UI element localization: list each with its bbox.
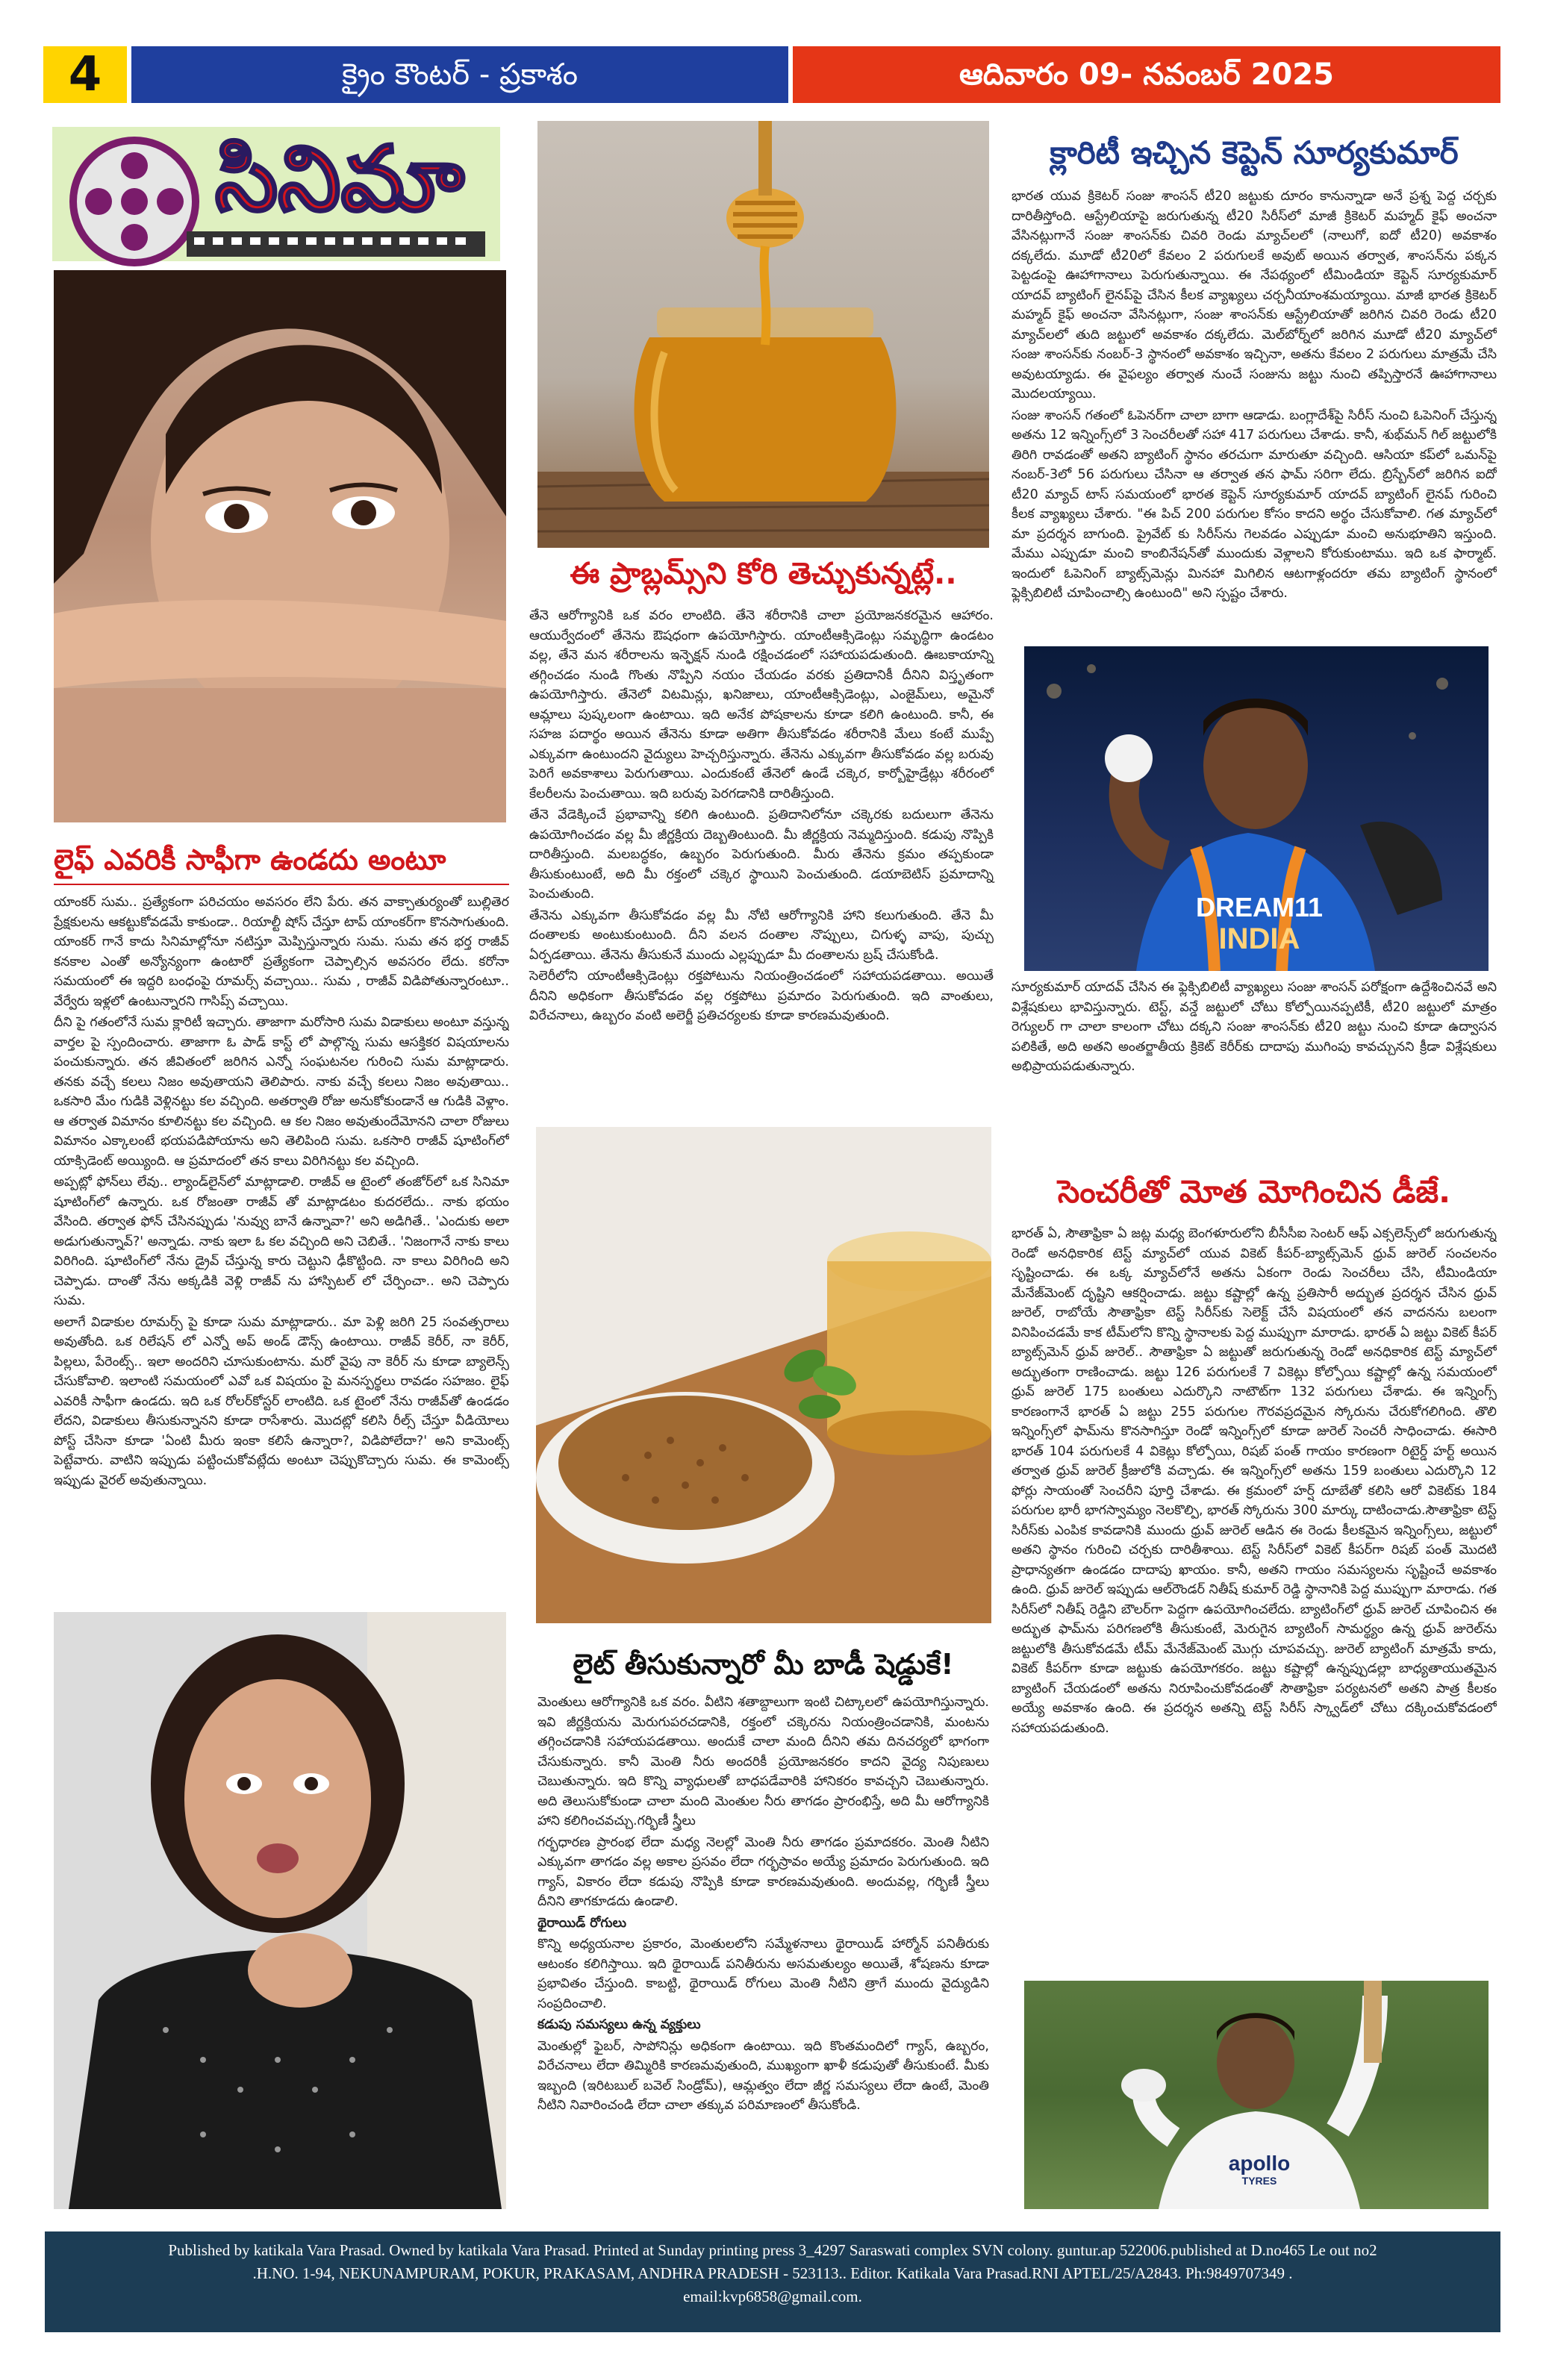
paragraph: అప్పట్లో ఫోన్‌లు లేవు.. ల్యాండ్‌లైన్‌లో మాట్లాడాలి. రాజీవ్ ఆ టైంలో తంజోర్‌లో ఒక సినిమా షూటింగ్‌లో ఉన్నారు. ఒక రోజంతా రాజీవ్ తో మాట్లాడటం కుదరలేదు.. నాకు భయం వేసింది. తర్వాత ఫోన్ చేసినప్పుడు 'నువ్వు బానే ఉన్నావా?' అని అడిగితే.. 'ఎందుకు అలా అడుగుతున్నావ్?' అన్నాడు. నాకు ఇలా ఓ కల వచ్చింది అని చెబితే.. 'నిజంగానే నాకు కాలు విరిగింది. షూటింగ్‌లో నేను డ్రైవ్ చేస్తున్న కారు చెట్టుని ఢీకొట్టింది. నా కాలు విరిగింది అని చెప్పాడు. దాంతో నేను అక్కడికి వెళ్లి రాజీవ్ ను హాస్పిటల్ లో చేర్పించా.. అని చెప్పారు సుమ. bbox=[54, 1175, 509, 1308]
shirt-logo-main: apollo bbox=[1228, 2152, 1291, 2175]
paragraph: భారత్ ఏ, సౌతాఫ్రికా ఏ జట్ల మధ్య బెంగళూరులోని బీసీసీఐ సెంటర్ ఆఫ్ ఎక్సలెన్స్‌లో జరుగుతున్న రెండో అనధికారిక టెస్ట్ మ్యాచ్‌లో యువ వికెట్ కీపర్-బ్యాట్స్‌మెన్ ధ్రువ్ జురెల్ సంచలనం సృష్టించాడు. ఈ ఒక్క మ్యాచ్‌లోనే అతను ఏకంగా రెండు సెంచరీలు చేసి, టీమిండియా మేనేజ్‌మెంట్ దృష్టిని ఆకర్షించాడు. జట్టు కష్టాల్లో ఉన్న ప్రతిసారీ అద్భుత ప్రదర్శన చేసిన ధ్రువ్ జురెల్, రాబోయే సౌతాఫ్రికా టెస్ట్ సిరీస్‌కు సెలెక్ట్ చేసే విషయంలో తన వాదనను బలంగా వినిపించడమే కాక టీమ్‌లోని కొన్ని స్థానాలకు పెద్ద ముప్పుగా మారాడు. భారత్ ఏ జట్టు వికెట్ కీపర్ బ్యాట్స్‌మెన్ ధ్రువ్ జురెల్.. సౌతాఫ్రికా ఏ జట్టుతో జరుగుతున్న రెండో అనధికారిక టెస్ట్ మ్యాచ్‌లో అద్భుతంగా రాణించాడు. జట్టు 126 పరుగులకే 7 వికెట్లు కోల్పోయి కష్టాల్లో ఉన్న సమయంలో ధ్రువ్ జురెల్ 175 బంతులు ఎదుర్కొని నాటౌట్‌గా 132 పరుగులు చేశాడు. ఈ ఇన్నింగ్స్ కారణంగానే భారత్ ఏ జట్టు 255 పరుగుల గౌరవప్రదమైన స్కోరును చేరుకోగలిగింది. తొలి ఇన్నింగ్స్‌లో ఫామ్‌ను కొనసాగిస్తూ రెండో ఇన్నింగ్స్‌లో కూడా జురెల్ సెంచరీ సాధించాడు. ఈసారి భారత్ 104 పరుగులకే 4 వికెట్లు కోల్పోయి, రిషబ్ పంత్ గాయం కారణంగా రిటైర్డ్ హర్ట్ అయిన తర్వాత ధ్రువ్ జురెల్ క్రీజులోకి వచ్చాడు. ఈ ఇన్నింగ్స్‌లో అతను 159 బంతులు ఎదుర్కొని 12 ఫోర్లు సాయంతో సెంచరీని పూర్తి చేశాడు. ఈ క్రమంలో హర్ష్ దూబేతో కలిసి ఆరో వికెట్‌కు 184 పరుగుల భారీ భాగస్వామ్యం నెలకొల్పి, భారత్ స్కోరును 300 మార్కు దాటించాడు.సౌతాఫ్రికా టెస్ట్ సిరీస్‌కు ఎంపిక కావడానికి ముందు ధ్రువ్ జురెల్ ఆడిన ఈ రెండు కీలకమైన ఇన్నింగ్స్‌లు, జట్టులో అతని స్థానం గురించి చర్చకు దారితీశాయి. టెస్ట్ సిరీస్‌లో వికెట్ కీపర్‌గా రిషబ్ పంత్ మొదటి ప్రాధాన్యతగా ఉండడం దాదాపు ఖాయం. కానీ, అతని గాయం సమస్యలను సృష్టించే అవకాశం ఉంది. ధ్రువ్ జురెల్ ఇప్పుడు ఆల్‌రౌండర్ నితీష్ కుమార్ రెడ్డి స్థానానికి పెద్ద ముప్పుగా మారాడు. గత సిరీస్‌లో నితీష్ రెడ్డిని బౌలర్‌గా పెద్దగా ఉపయోగించలేదు. బ్యాటింగ్‌లో ధ్రువ్ జురెల్ చూపించిన ఈ అద్భుత ఫామ్‌ను పరిగణలోకి తీసుకుంటే, మెరుగైన బ్యాటింగ్ సామర్థ్యం ఉన్న ధ్రువ్ జురెల్‌ను జట్టులోకి తీసుకోవడమే టీమ్ మేనేజ్‌మెంట్ మొగ్గు చూపవచ్చు. జురెల్ బ్యాటింగ్ మాత్రమే కాదు, వికెట్ కీపర్‌గా కూడా జట్టుకు ఉపయోగకరం. జట్టు కష్టాల్లో ఉన్నప్పుడల్లా బాధ్యతాయుతమైన బ్యాటింగ్ చేయడంలో అతను నిరూపించుకోవడంతో సౌతాఫ్రికా పర్యటనలో అతని పాత్ర కీలకం అయ్యే అవకాశం ఉంది. ఈ ప్రదర్శన అతన్ని టెస్ట్ సిరీస్ స్క్వాడ్‌లో చోటు దక్కించుకోవడంలో సహాయపడుతుంది. bbox=[1011, 1226, 1497, 1736]
jersey-country: INDIA bbox=[1218, 922, 1300, 955]
paragraph: తేనె వేడెక్కించే ప్రభావాన్ని కలిగి ఉంటుంది. ప్రతిదానిలోనూ చక్కెరకు బదులుగా తేనెను ఉపయోగించడం వల్ల మీ జీర్ణక్రియ దెబ్బతింటుంది. మీ జీర్ణక్రియ నెమ్మదిస్తుంది. కడుపు నొప్పికి దారితీస్తుంది. మలబద్ధకం, ఉబ్బరం పెరుగుతుంది. మీరు తేనెను క్రమం తప్పకుండా తీసుకుంటుంటే, అది మీ రక్తంలో చక్కెర స్థాయిని పెంచుతుంది. డయాబెటిస్ ప్రమాదాన్ని పెంచుతుంది. bbox=[529, 808, 994, 902]
col3-article1-body-top bbox=[1011, 187, 1497, 649]
jersey-text bbox=[1185, 893, 1334, 960]
col2-article1-heading: ఈ ప్రాబ్లమ్స్‌ని కోరి తెచ్చుకున్నట్లే.. bbox=[570, 557, 957, 591]
honey-photo bbox=[537, 121, 989, 548]
paragraph: మెంతుల్లో ఫైబర్, సాపోనిన్లు అధికంగా ఉంటాయి. ఇది కొంతమందిలో గ్యాస్, ఉబ్బరం, విరేచనాలు లేదా తిమ్మిరికి కారణమవుతుంది, ముఖ్యంగా ఖాళీ కడుపుతో తీసుకుంటే. మీకు ఇబ్బంది (ఇరిటబుల్ బవెల్ సిండ్రోమ్), ఆమ్లత్వం లేదా జీర్ణ సమస్యలు లేదా ఉంటే, మెంతి నీటిని నివారించండి లేదా చాలా తక్కువ పరిమాణంలో తీసుకోండి. bbox=[537, 2038, 989, 2113]
paragraph: దీని పై గతంలోనే సుమ క్లారిటీ ఇచ్చారు. తాజాగా మరోసారి సుమ విడాకులు అంటూ వస్తున్న వార్తల పై స్పందించారు. తాజాగా ఓ పాడ్ కాస్ట్ లో పాల్గొన్న సుమ ఆసక్తికర విషయాలను పంచుకున్నారు. తన జీవితంలో జరిగిన ఎన్నో సంఘటనల గురించి సుమ మాట్లాడారు. తనకు వచ్చే కలలు నిజం అవుతాయని తెలిపారు. నాకు వచ్చే కలలు నిజం అవుతాయి.. ఒకసారి మేం గుడికి వెళ్లినట్టు కల వచ్చింది. అతర్వాతి రోజు అనుకోకుండానే ఆ గుడికి వెళ్లాం. ఆ తర్వాత విమానం కూలినట్టు కల వచ్చింది. ఆ కల నిజం అవుతుందేమోనని చాలా రోజులు విమానం ఎక్కాలంటే భయపడిపోయాను అని తెలిపింది సుమ. ఒకసారి రాజీవ్ షూటింగ్‌లో యాక్సిడెంట్ అయ్యింది. ఆ ప్రమాదంలో తన కాలు విరిగినట్టు కల వచ్చింది. bbox=[54, 1015, 509, 1169]
section-title: క్రైం కౌంటర్ - ప్రకాశం bbox=[131, 46, 788, 103]
paragraph: తేనెను ఎక్కువగా తీసుకోవడం వల్ల మీ నోటి ఆరోగ్యానికి హాని కలుగుతుంది. తేనె మీ దంతాలకు అంటుకుంటుంది. దీని వలన దంతాల నొప్పులు, చిగుళ్ళ వాపు, పుచ్చు ఏర్పడతాయి. తేనెను తీసుకునే ముందు ఎల్లప్పుడూ మీ దంతాలను బ్రష్ చేసుకోండి. bbox=[529, 908, 994, 963]
col2-article2-heading: లైట్ తీసుకున్నారో మీ బాడీ షెడ్డుకే! bbox=[573, 1648, 954, 1681]
col3-article1-heading: క్లారిటీ ఇచ్చిన కెప్టెన్ సూర్యకుమార్ bbox=[1050, 134, 1459, 171]
paragraph: కొన్ని అధ్యయనాల ప్రకారం, మెంతులలోని సమ్మేళనాలు థైరాయిడ్ హార్మోన్ పనితీరుకు ఆటంకం కలిగిస్తాయి. ఇది థైరాయిడ్ పనితీరును అసమతుల్యం అయితే, శోషణను కూడా ప్రభావితం చేస్తుంది. కాబట్టి, థైరాయిడ్ రోగులు మెంతి నీటిని త్రాగే ముందు వైద్యుడిని సంప్రదించాలి. bbox=[537, 1937, 989, 2011]
paragraph: భారత యువ క్రికెటర్ సంజు శాంసన్ టీ20 జట్టుకు దూరం కానున్నాడా అనే ప్రశ్న పెద్ద చర్చకు దారితీస్తోంది. ఆస్ట్రేలియాపై జరుగుతున్న టీ20 సిరీస్‌లో మాజీ క్రికెటర్ మహ్మద్ కైఫ్ అంచనా వేసినట్లుగానే సంజు శాంసన్‌కు చివరి రెండు మ్యాచ్‌లలో (నాలుగో, ఐదో టీ20) అవకాశం దక్కలేదు. మూడో టీ20లో కేవలం 2 పరుగులకే అవుట్ అయిన తర్వాత, శాంసన్‌ను పక్కన పెట్టడంపై ఊహాగానాలు పెరుగుతున్నాయి. ఈ నేపథ్యంలో టీమిండియా కెప్టెన్ సూర్యకుమార్ యాదవ్ బ్యాటింగ్ లైనప్‌పై చేసిన కీలక వ్యాఖ్యలు చర్చనీయాంశమయ్యాయి. మాజీ భారత క్రికెటర్ మహ్మద్ కైఫ్ అంచనా వేసినట్లుగా, సంజు శాంసన్‌కు ఆస్ట్రేలియాతో జరిగిన చివరి రెండు టీ20 మ్యాచ్‌లలో తుది జట్టులో అవకాశం దక్కలేదు. మెల్‌బోర్న్‌లో జరిగిన మూడో టీ20 మ్యాచ్‌లో సంజు శాంసన్‌కు నంబర్-3 స్థానంలో అవకాశం ఇచ్చినా, అతను కేవలం 2 పరుగులు మాత్రమే చేసి అవుటయ్యాడు. ఈ వైఫల్యం తర్వాత నుంచే సంజును జట్టు నుంచి తప్పిస్తారనే ఊహాగానాలు మొదలయ్యాయి. bbox=[1011, 189, 1497, 402]
paragraph: థైరాయిడ్ రోగులు bbox=[537, 1915, 627, 1931]
col1-heading-rule bbox=[54, 884, 509, 885]
shirt-logo-sub: TYRES bbox=[1241, 2175, 1277, 2187]
imprint-footer bbox=[45, 2231, 1500, 2332]
shirt-logo bbox=[1211, 2152, 1308, 2197]
paragraph: సూర్యకుమార్ యాదవ్ చేసిన ఈ ఫ్లెక్సిబిలిటీ వ్యాఖ్యలు సంజు శాంసన్ పరోక్షంగా ఉద్దేశించినవే అని విశ్లేషకులు భావిస్తున్నారు. టెస్ట్, వన్డే జట్టులో చోటు కోల్పోయినప్పటికీ, టీ20 జట్టులో మాత్రం రెగ్యులర్ గా చాలా కాలంగా చోటు దక్కని సంజు శాంసన్‌కు టీ20 జట్టు నుంచి కూడా ఉద్వాసన పలికితే, అది అతని అంతర్జాతీయ క్రికెట్ కెరీర్‌కు దాదాపు ముగింపు కావచ్చునని క్రీడా విశ్లేషకులు అభిప్రాయపడుతున్నారు. bbox=[1011, 980, 1497, 1074]
jurel-photo bbox=[1024, 1981, 1489, 2209]
col3-article2-heading: సెంచరీతో మోత మోగించిన డీజే. bbox=[1057, 1173, 1451, 1210]
col1-body bbox=[54, 893, 509, 1602]
paragraph: సెలెరీలోని యాంటీఆక్సిడెంట్లు రక్తపోటును నియంత్రించడంలో సహాయపడతాయి. అయితే దీనిని అధికంగా తీసుకోవడం వల్ల రక్తపోటు ప్రమాదం పెరుగుతుంది. ఇది వాంతులు, విరేచనాలు, ఉబ్బరం వంటి అలెర్జీ ప్రతిచర్యలకు కూడా కారణమవుతుంది. bbox=[529, 969, 994, 1023]
col2-article2-body bbox=[537, 1693, 989, 2215]
paragraph: తేనె ఆరోగ్యానికి ఒక వరం లాంటిది. తేనె శరీరానికి చాలా ప్రయోజనకరమైన ఆహారం. ఆయుర్వేదంలో తేనెను ఔషధంగా ఉపయోగిస్తారు. యాంటీఆక్సిడెంట్లు సమృద్ధిగా ఉండటం వల్ల, తేనె మన శరీరాలను ఇన్ఫెక్షన్ నుండి రక్షించడంలో సహాయపడుతుంది. ఊబకాయాన్ని తగ్గించడం నుండి గొంతు నొప్పిని నయం చేయడం వరకు ప్రతిదానికీ దీనిని విస్తృతంగా ఉపయోగిస్తారు. తేనెలో విటమిన్లు, ఖనిజాలు, యాంటీఆక్సిడెంట్లు, ఎంజైమ్‌లు, అమైనో ఆమ్లాలు పుష్కలంగా ఉంటాయి. ఇది అనేక పోషకాలను కూడా కలిగి ఉంటుంది. కానీ, ఈ సహజ పదార్థం అయిన తేనెను కూడా అతిగా తీసుకోవడం శరీరానికి మేలు కంటే ముప్పే ఎక్కువగా ఉంటుందని వైద్యులు హెచ్చరిస్తున్నారు. తేనెను ఎక్కువగా తీసుకోవడం వల్ల బరువు పెరిగే అవకాశాలు పెరుగుతాయి. ఎందుకంటే తేనెలో ఉండే చక్కెర, కార్బోహైడ్రేట్లు శరీరంలో కేలరీలను పెంచుతాయి. ఇది బరువు పెరగడానికి దారితీస్తుంది. bbox=[529, 608, 994, 802]
jersey-sponsor: DREAM11 bbox=[1195, 892, 1324, 922]
actress-photo bbox=[54, 270, 506, 822]
cinema-logo bbox=[52, 119, 500, 269]
anchor-photo bbox=[54, 1612, 506, 2209]
imprint-line-1: Published by katikala Vara Prasad. Owned by katikala Vara Prasad. Printed at Sunday printing press 3_4297 Saraswati complex SVN colony. guntur.ap 522006.published at D.no465 Le out no2 bbox=[168, 2241, 1377, 2259]
sanju-photo bbox=[1024, 646, 1489, 971]
paragraph: కడుపు సమస్యలు ఉన్న వ్యక్తులు bbox=[537, 2017, 701, 2032]
issue-date: ఆదివారం 09- నవంబర్ 2025 bbox=[793, 46, 1500, 103]
paragraph: యాంకర్ సుమ.. ప్రత్యేకంగా పరిచయం అవసరం లేని పేరు. తన వాక్చాతుర్యంతో బుల్లితెర ప్రేక్షకులను ఆకట్టుకోవడమే కాకుండా.. రియాల్టీ షోస్ చేస్తూ టాప్ యాంకర్‌గా కొనసాగుతుంది. యాంకర్ గానే కాదు సినిమాల్లోనూ నటిస్తూ మెప్పిస్తున్నారు సుమ. సుమ తన భర్త రాజీవ్ కనకాల ఎంతో అన్యోన్యంగా ఉంటారో ప్రత్యేకంగా చెప్పాల్సిన అవసరం లేదు. కరోనా సమయంలో ఈ ఇద్దరి బంధంపై రూమర్స్ వచ్చాయి.. సుమ , రాజీవ్ విడిపోతున్నారంటూ.. వేర్వేరు ఇళ్లలో ఉంటున్నారని గాసిప్స్ వచ్చాయి. bbox=[54, 895, 509, 1009]
paragraph: గర్భధారణ ప్రారంభ లేదా మధ్య నెలల్లో మెంతి నీరు తాగడం ప్రమాదకరం. మెంతి నీటిని ఎక్కువగా తాగడం వల్ల అకాల ప్రసవం లేదా గర్భస్రావం అయ్యే ప్రమాదం పెరుగుతుంది. ఇది గ్యాస్, వికారం లేదా కడుపు నొప్పికి కూడా కారణమవుతుంది. అందువల్ల, గర్భిణీ స్త్రీలు దీనిని తాగకూడదు ఉండాలి. bbox=[537, 1834, 989, 1909]
col1-heading: లైఫ్ ఎవరికీ సాఫీగా ఉండదు అంటూ bbox=[54, 843, 446, 876]
page-number: 4 bbox=[43, 46, 127, 103]
col3-article2-body bbox=[1011, 1224, 1497, 1978]
cinema-logo-text: సినిమా bbox=[215, 128, 464, 231]
paragraph: మెంతులు ఆరోగ్యానికి ఒక వరం. వీటిని శతాబ్దాలుగా ఇంటి చిట్కాలలో ఉపయోగిస్తున్నారు. ఇవి జీర్ణక్రియను మెరుగుపరచడానికి, రక్తంలో చక్కెరను నియంత్రించడానికి, మంటను తగ్గించడానికి సహాయపడతాయి. అందుకే చాలా మంది దీనిని తమ దినచర్యలో భాగంగా చేసుకున్నారు. కానీ మెంతి నీరు అందరికీ ప్రయోజనకరం కాదని వైద్య నిపుణులు చెబుతున్నారు. ఇది కొన్ని వ్యాధులతో బాధపడేవారికి హానికరం కావచ్చని చెబుతున్నారు. అది తెలుసుకోకుండా చాలా మంది మెంతుల నీరు తాగడం ప్రారంభిస్తే, అది మీ ఆరోగ్యానికి హాని కలిగించవచ్చు.గర్భిణీ స్త్రీలు bbox=[537, 1695, 989, 1828]
fenugreek-photo bbox=[536, 1127, 991, 1623]
paragraph: అలాగే విడాకుల రూమర్స్ పై కూడా సుమ మాట్లాడారు.. మా పెళ్లి జరిగి 25 సంవత్సరాలు అవుతోంది. ఒక రిలేషన్ లో ఎన్నో అప్ అండ్ డౌన్స్ ఉంటాయి. రాజీవ్ కెరీర్, నా కెరీర్, పిల్లలు, పేరెంట్స్.. ఇలా అందరిని చూసుకుంటాను. మరో వైపు నా కెరీర్ ను కూడా బ్యాలెన్స్ చేసుకోవాలి. ఇలాంటి సమయంలో ఎవో ఒక విషయం పై మనస్పర్థలు రావడం సహజం. లైఫ్ ఎవరికీ సాఫీగా ఉండదు. ఇది ఒక రోలర్‌కోస్టర్ లాంటిది. ఒక టైంలో నేను రాజీవ్‌తో ఉండడం లేదని, విడాకులు తీసుకున్నానని కూడా రాసేశారు. మొదట్లో కలిసి రీల్స్ చేస్తూ వీడియోలు పోస్ట్ చేసినా కూడా 'ఏంటి మీరు ఇంకా కలిసే ఉన్నారా?, విడిపోలేదా?' అని కామెంట్స్ పెట్టేవారు. వాటిని ఇప్పుడు పట్టించుకోవట్లేదు అంటూ చెప్పుకొచ్చారు సుమ. ఈ కామెంట్స్ ఇప్పుడు వైరల్ అవుతున్నాయి. bbox=[54, 1314, 509, 1488]
col3-article1-body-bottom bbox=[1011, 978, 1497, 1161]
paragraph: సంజు శాంసన్ గతంలో ఓపెనర్‌గా చాలా బాగా ఆడాడు. బంగ్లాదేశ్‌పై సిరీస్ నుంచి ఓపెనింగ్ చేస్తున్న అతను 12 ఇన్నింగ్స్‌లో 3 సెంచరీలతో సహా 417 పరుగులు చేశాడు. కానీ, శుభ్‌మన్ గిల్ జట్టులోకి తిరిగి రావడంతో అతని బ్యాటింగ్ స్థానం తరచుగా మారుతూ వచ్చింది. ఆసియా కప్‌లో ఒమన్‌పై నంబర్-3లో 56 పరుగులు చేసినా ఆ తర్వాత తన ఫామ్ సరిగా లేదు. బ్రిస్బేన్‌లో జరిగిన ఐదో టీ20 మ్యాచ్ టాస్ సమయంలో భారత కెప్టెన్ సూర్యకుమార్ యాదవ్ బ్యాటింగ్ లైనప్ గురించి కీలక వ్యాఖ్యలు చేశారు. "ఈ పిచ్ 200 పరుగుల కోసం కాదని అర్థం చేసుకోవాలి. గత మ్యాచ్‌లో మా ప్రదర్శన బాగుంది. ప్రైవేట్ కు సిరీస్‌ను గెలవడం ఎప్పుడూ మంచి అనుభూతిని ఇస్తుంది. మేము ఎప్పుడూ మంచి కాంబినేషన్‌తో ముందుకు వెళ్లాలని కోరుకుంటాము. ఇది ఒక ఫార్మాట్. ఇందులో ఓపెనింగ్ బ్యాట్స్‌మెన్లు మినహా మిగిలిన ఆటగాళ్లందరూ తమ బ్యాటింగ్ స్థానంలో ఫ్లెక్సిబిలిటీ చూపించాల్సి ఉంటుంది" అని స్పష్టం చేశారు. bbox=[1011, 407, 1497, 601]
col2-article1-body bbox=[526, 606, 997, 1136]
imprint-line-2: .H.NO. 1-94, NEKUNAMPURAM, POKUR, PRAKASAM, ANDHRA PRADESH - 523113.. Editor. Katikala Vara Prasad.RNI APTEL/25/A2843. Ph:9849707349 . bbox=[252, 2264, 1293, 2282]
imprint-email: email:kvp6858@gmail.com. bbox=[683, 2287, 862, 2305]
